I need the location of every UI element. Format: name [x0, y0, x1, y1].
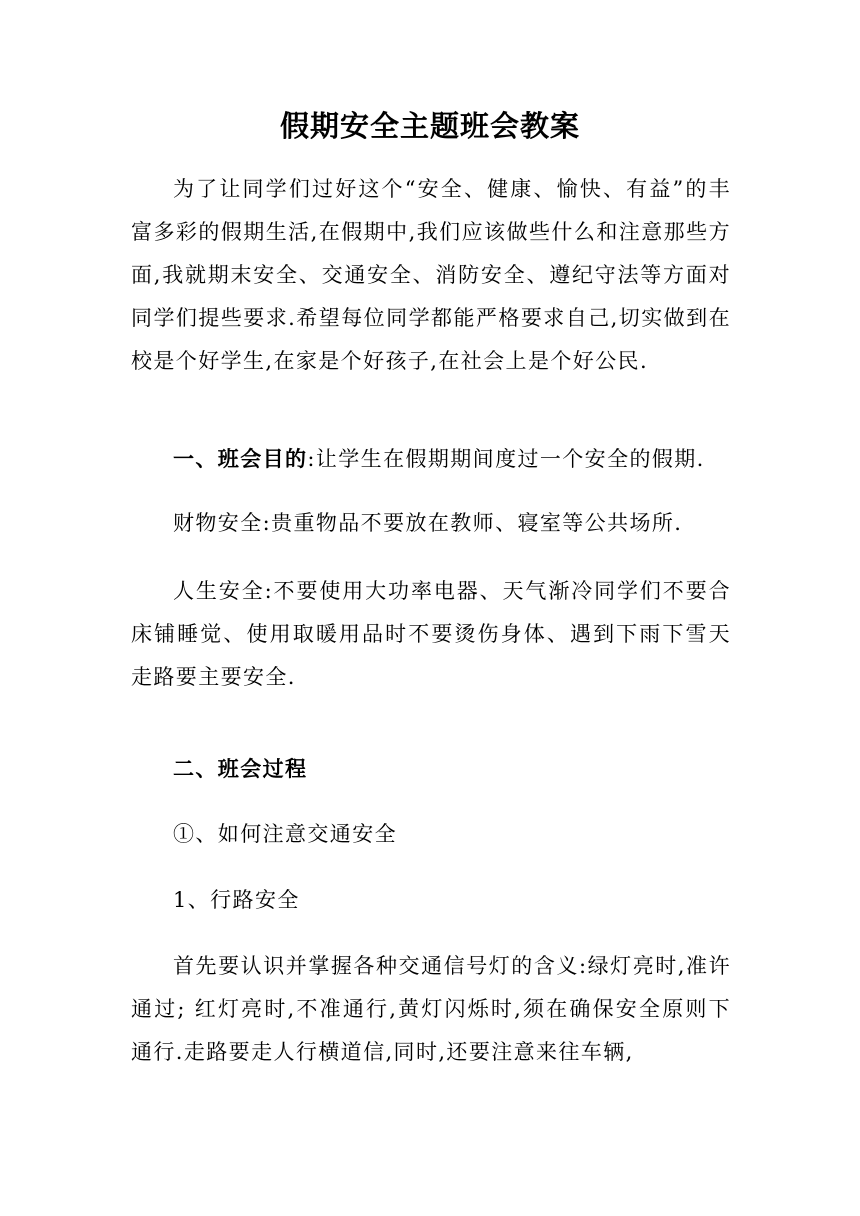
goal-heading: 一、班会目的: [173, 446, 308, 471]
intro-paragraph: 为了让同学们过好这个“安全、健康、愉快、有益”的丰富多彩的假期生活,在假期中,我们应该做些什么和注意那些方面,我就期末安全、交通安全、消防安全、遵纪守法等方面对同学们提些要求.希望每位同学都能严格要求自己,切实做到在校是个好学生,在家是个好孩子,在社会上是个好公民.: [131, 177, 731, 373]
property-safety-paragraph: 财物安全:贵重物品不要放在教师、寝室等公共场所.: [173, 511, 683, 535]
goal-paragraph: [131, 437, 731, 481]
goal-text: :让学生在假期期间度过一个安全的假期.: [307, 447, 705, 471]
traffic-signal-paragraph: 首先要认识并掌握各种交通信号灯的含义:绿灯亮时,准许通过; 红灯亮时,不准通行,黄灯闪烁时,须在确保安全原则下通行.走路要走人行横道信,同时,还要注意来往车辆,: [131, 954, 731, 1064]
personal-safety-paragraph: 人生安全:不要使用大功率电器、天气渐冷同学们不要合床铺睡觉、使用取暖用品时不要烫伤身体、遇到下雨下雪天走路要主要安全.: [131, 579, 731, 689]
process-heading: 二、班会过程: [173, 756, 308, 781]
walking-safety-subheading: 1、行路安全: [173, 888, 300, 912]
traffic-safety-subheading: ①、如何注意交通安全: [173, 822, 397, 846]
document-title: 假期安全主题班会教案: [279, 109, 580, 143]
